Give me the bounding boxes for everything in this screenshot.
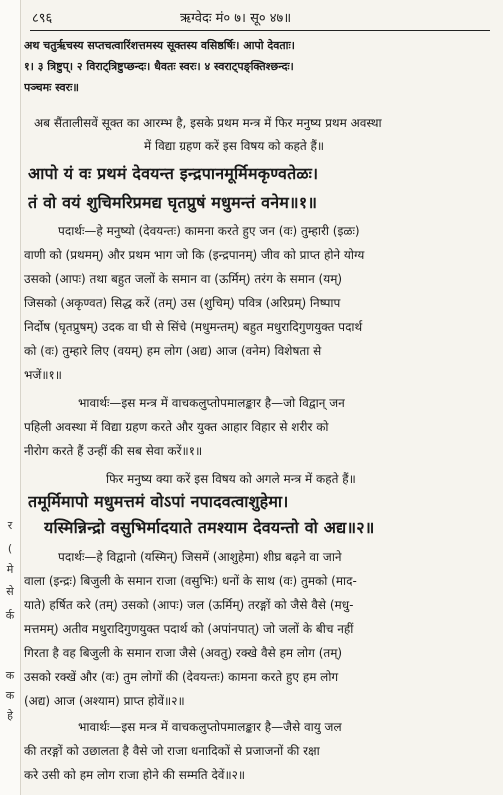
padartha-line: वाला (इन्द्रः) बिजुली के समान राजा (वसुभिः) धनों के साथ (वः) तुमको (माद- <box>24 574 357 588</box>
page-header <box>32 8 487 28</box>
gutter-mark: र्क <box>5 609 15 622</box>
bhavartha-line: पहिली अवस्था में विद्या ग्रहण करते और युक्त आहार विहार से शरीर को <box>24 420 329 434</box>
padartha-line: भजें॥१॥ <box>24 368 62 382</box>
gutter-mark: क <box>5 669 15 682</box>
padartha-line: मत्तमम्) अतीव मधुरादिगुणयुक्त पदार्थ को (अपांनपात्) जो जलों के बीच नहीं <box>24 622 354 636</box>
bhavartha-line: करे उसी को हम लोग राजा होने की सम्मति देवें॥२॥ <box>24 768 246 782</box>
padartha-line: गिरता है वह बिजुली के समान राजा जैसे (अवतु) रक्खे वैसे हम लोग (तम्) <box>24 646 343 660</box>
mantra-line: तं वो वयं शुचिमरिप्रमद्य घृतप्रुषं मधुमन्तं वनेम॥१॥ <box>28 193 318 212</box>
padartha-line: को (वः) तुम्हारे लिए (वयम्) हम लोग (अद्य) आज (वनेम) विशेषता से <box>24 344 322 358</box>
header-rule <box>30 30 490 31</box>
gutter-mark: से <box>6 585 14 598</box>
sukta-intro-line: अथ चतुर्ऋचस्य सप्तचत्वारिंशत्तमस्य सूक्तस्य वसिष्ठर्षिः। आपो देवताः। <box>24 39 295 52</box>
gutter-mark: ( <box>7 542 13 555</box>
bhavartha-line: नीरोग करते हैं उन्हीं की सब सेवा करें॥१॥ <box>24 444 203 458</box>
padartha-line: उसको रक्खें और (वः) तुम लोगों की (देवयन्तः) कामना करते हुए हम लोग <box>24 670 339 684</box>
running-head: ऋग्वेदः मं० ७। सू० ४७॥ <box>180 11 292 26</box>
bhavartha-line: की तरङ्गों को उछालता है वैसे जो राजा धनादिकों से प्रजाजनों की रक्षा <box>24 744 320 758</box>
intro-text-line: अब सैंतालीसवें सूक्त का आरम्भ है, इसके प्रथम मन्त्र में फिर मनुष्य प्रथम अवस्था <box>34 116 382 130</box>
padartha-line: वाणी को (प्रथमम्) और प्रथम भाग जो कि (इन्द्रपानम्) जीव को प्राप्त होने योग्य <box>24 248 365 262</box>
intro-text-line: फिर मनुष्य क्या करें इस विषय को अगले मन्त्र में कहते हैं॥ <box>106 472 356 486</box>
intro-text-line: में विद्या ग्रहण करें इस विषय को कहते हैं॥ <box>144 139 325 153</box>
sukta-intro-line: पञ्चमः स्वरः॥ <box>24 81 79 94</box>
page-content <box>24 0 494 795</box>
bhavartha-line: भावार्थः—इस मन्त्र में वाचकलुप्तोपमालङ्कार है—जो विद्वान् जन <box>78 396 345 410</box>
gutter-mark: क <box>5 689 15 702</box>
gutter-mark: मे <box>6 563 14 576</box>
gutter-mark: हे <box>7 709 13 722</box>
sukta-intro-line: १। ३ त्रिष्टुप्। २ विराट्त्रिष्टुप्छन्दः। धैवतः स्वरः। ४ स्वराट्पङ्क्तिश्छन्दः। <box>24 60 294 73</box>
page-number: ८९६ <box>32 11 53 26</box>
padartha-line: निर्दोष (घृतप्रुषम्) उदक वा घी से सिंचे (मधुमन्तम्) बहुत मधुरादिगुणयुक्त पदार्थ <box>24 320 363 334</box>
padartha-line: पदार्थः—हे विद्वानो (यस्मिन्) जिसमें (आशुहेमा) शीघ्र बढ़ने वा जाने <box>58 550 342 564</box>
mantra-line: तमूर्मिमापो मधुमत्तमं वोऽपां नपादवत्वाशुहेमा। <box>28 492 289 511</box>
left-margin-gutter <box>0 0 21 795</box>
padartha-line: पदार्थः—हे मनुष्यो (देवयन्तः) कामना करते हुए जन (वः) तुम्हारी (इळः) <box>58 224 360 238</box>
padartha-line: उसको (आपः) तथा बहुत जलों के समान वा (ऊर्मिम्) तरंग के समान (यम्) <box>24 272 343 286</box>
padartha-line: (अद्य) आज (अश्याम) प्राप्त होवें॥२॥ <box>24 694 185 708</box>
padartha-line: याते) हर्षित करे (तम्) उसको (आपः) जल (ऊर्मिम्) तरङ्गों को जैसे वैसे (मधु- <box>24 598 354 612</box>
gutter-mark: र <box>7 519 13 532</box>
padartha-line: जिसको (अकृण्वत) सिद्ध करें (तम्) उस (शुचिम्) पवित्र (अरिप्रम्) निष्पाप <box>24 296 341 310</box>
bhavartha-line: भावार्थः—इस मन्त्र में वाचकलुप्तोपमालङ्कार है—जैसे वायु जल <box>78 720 342 734</box>
mantra-line: आपो यं वः प्रथमं देवयन्त इन्द्रपानमूर्मिमकृण्वतेळः। <box>28 164 319 183</box>
mantra-line: यस्मिन्निन्द्रो वसुभिर्मादयाते तमश्याम देवयन्तो वो अद्य॥२॥ <box>44 518 375 537</box>
